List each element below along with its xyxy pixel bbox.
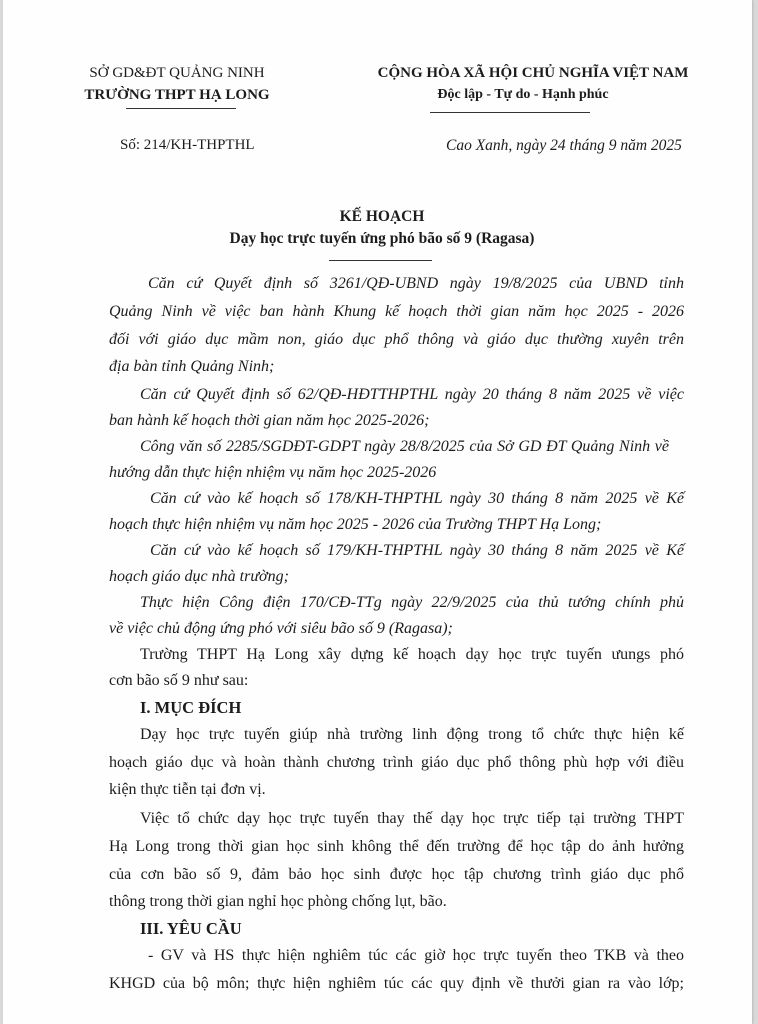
country-name: CỘNG HÒA XÃ HỘI CHỦ NGHĨA VIỆT NAM xyxy=(377,65,689,81)
section-3-heading: III. YÊU CẦU xyxy=(140,919,242,938)
section-3-para-1-line-1: - GV và HS thực hiện nghiêm túc các giờ học trực tuyến theo TKB và theo xyxy=(148,947,684,964)
basis-1-line-1: Căn cứ Quyết định số 3261/QĐ-UBND ngày 19/8/2025 của UBND tỉnh xyxy=(148,275,684,292)
basis-2-line-1: Căn cứ Quyết định số 62/QĐ-HĐTTHPTHL ngày 20 tháng 8 năm 2025 về việc xyxy=(140,386,684,403)
document-subtitle: Dạy học trực tuyến ứng phó bão số 9 (Ragasa) xyxy=(229,230,535,247)
section-1-heading: I. MỤC ĐÍCH xyxy=(140,698,242,717)
document-number: Số: 214/KH-THPTHL xyxy=(120,137,255,153)
section-1-para-2-line-2: Hạ Long trong thời gian học sinh không thể đến trường để học tập do ảnh hưởng xyxy=(109,838,684,855)
basis-1-line-2: Quảng Ninh về việc ban hành Khung kế hoạch thời gian năm học 2025 - 2026 xyxy=(109,303,684,320)
issuer-block xyxy=(3,62,351,106)
national-motto-block xyxy=(333,62,733,106)
basis-1-line-4: địa bàn tỉnh Quảng Ninh; xyxy=(109,358,275,375)
basis-1-line-3: đối với giáo dục mầm non, giáo dục phổ thông và giáo dục thường xuyên trên xyxy=(109,331,684,348)
department-name: SỞ GD&ĐT QUẢNG NINH xyxy=(89,65,265,81)
basis-4-line-1: Căn cứ vào kế hoạch số 178/KH-THPTHL ngày 30 tháng 8 năm 2025 về Kế xyxy=(150,490,684,507)
basis-4-line-2: hoạch thực hiện nhiệm vụ năm học 2025 - 2026 của Trường THPT Hạ Long; xyxy=(109,516,602,533)
intro-line-2: cơn bão số 9 như sau: xyxy=(109,672,249,689)
school-name: TRƯỜNG THPT HẠ LONG xyxy=(84,87,270,103)
document-title: KẾ HOẠCH xyxy=(339,208,425,225)
basis-5-line-1: Căn cứ vào kế hoạch số 179/KH-THPTHL ngày 30 tháng 8 năm 2025 về Kế xyxy=(150,542,684,559)
issuer-underline xyxy=(126,108,236,109)
basis-6-line-1: Thực hiện Công điện 170/CĐ-TTg ngày 22/9/2025 của thủ tướng chính phủ xyxy=(140,594,684,611)
section-3-para-1-line-2: KHGD của bộ môn; thực hiện nghiêm túc các quy định về thưởi gian ra vào lớp; xyxy=(109,975,684,992)
basis-5-line-2: hoạch giáo dục nhà trường; xyxy=(109,568,289,585)
title-underline xyxy=(329,260,432,261)
document-page xyxy=(3,0,752,1024)
section-1-para-1-line-1: Dạy học trực tuyến giúp nhà trường linh động trong tổ chức thực hiện kế xyxy=(140,726,684,743)
section-1-para-2-line-4: thông trong thời gian nghỉ học phòng chống lụt, bão. xyxy=(109,893,447,910)
place-date: Cao Xanh, ngày 24 tháng 9 năm 2025 xyxy=(446,137,682,154)
basis-6-line-2: về việc chủ động ứng phó với siêu bão số 9 (Ragasa); xyxy=(109,620,453,637)
basis-3-line-1: Công văn số 2285/SGDĐT-GDPT ngày 28/8/2025 của Sở GD ĐT Quảng Ninh về xyxy=(140,438,669,455)
basis-3-line-2: hướng dẫn thực hiện nhiệm vụ năm học 2025-2026 xyxy=(109,464,437,481)
section-1-para-1-line-3: kiện thực tiễn tại đơn vị. xyxy=(109,781,266,798)
motto-underline xyxy=(430,112,590,113)
basis-2-line-2: ban hành kế hoạch thời gian năm học 2025-2026; xyxy=(109,412,430,429)
intro-line-1: Trường THPT Hạ Long xây dựng kế hoạch dạy học trực tuyến ưungs phó xyxy=(140,646,684,663)
motto: Độc lập - Tự do - Hạnh phúc xyxy=(437,87,609,102)
section-1-para-2-line-3: của cơn bão số 9, đảm bảo học sinh được học tập chương trình giáo dục phổ xyxy=(109,866,684,883)
section-1-para-1-line-2: hoạch giáo dục và hoàn thành chương trình giáo dục phổ thông phù hợp với điều xyxy=(109,754,684,771)
section-1-para-2-line-1: Việc tổ chức dạy học trực tuyến thay thế dạy học trực tiếp tại trường THPT xyxy=(140,810,684,827)
